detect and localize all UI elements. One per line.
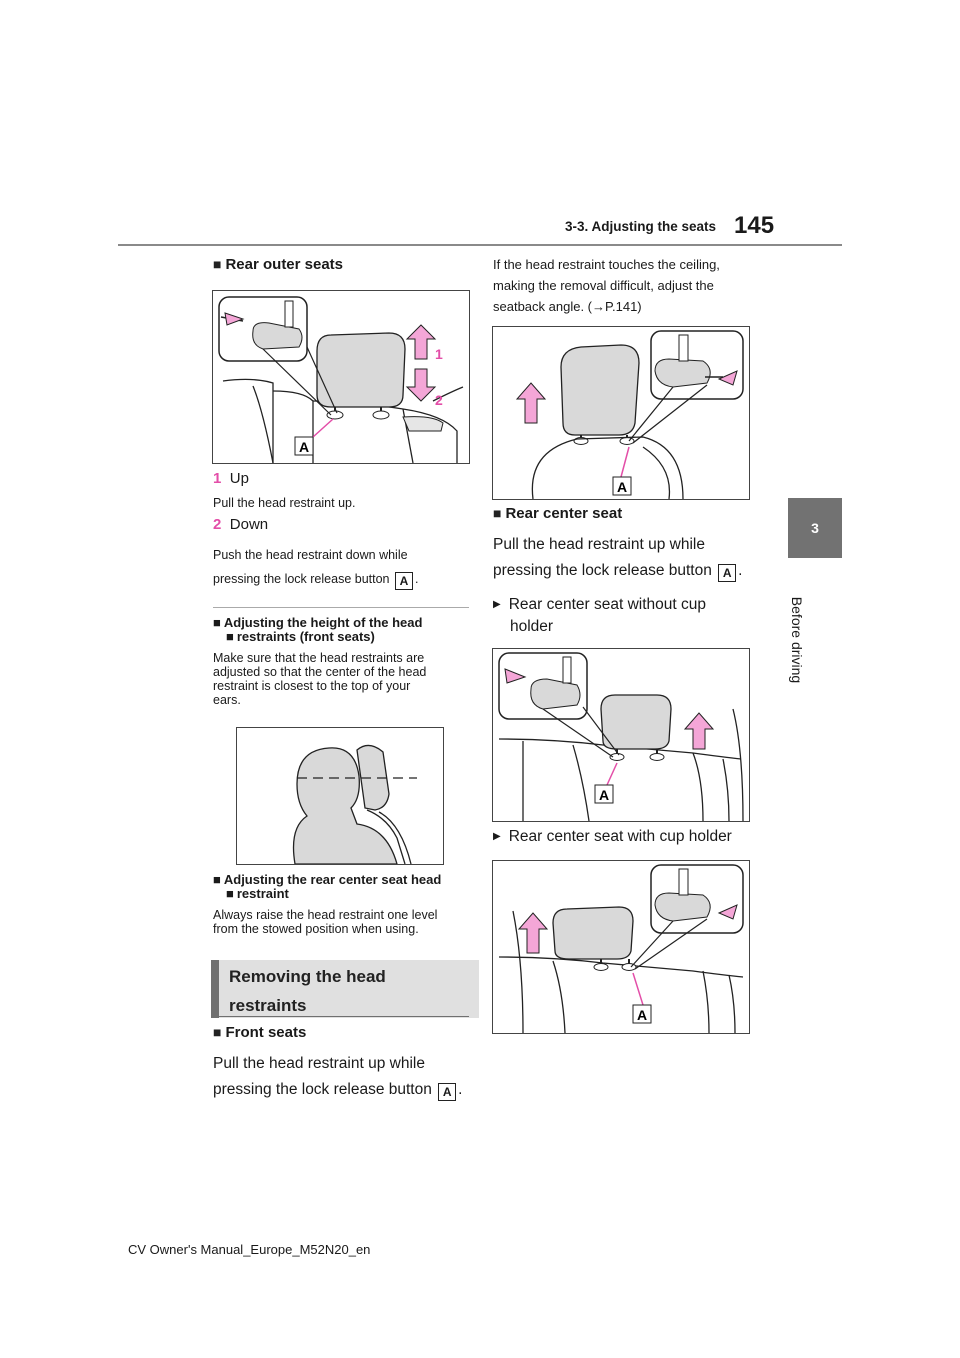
rear-center-heading: ■ Rear center seat — [493, 505, 622, 522]
chapter-label — [772, 560, 822, 720]
front-zoom-inset — [629, 331, 743, 443]
rear-center-desc-line2: pressing the lock release button A . — [493, 562, 743, 580]
fig1-label-1: 1 — [435, 346, 443, 362]
removing-heading-line2: restraints — [229, 996, 307, 1015]
chapter-tab[interactable] — [788, 498, 842, 558]
cup-zoom-inset — [631, 865, 743, 969]
height-heading-line1: ■ Adjusting the height of the head — [213, 615, 422, 630]
step-1-description: Pull the head restraint up. — [213, 496, 356, 510]
ceiling-note-line1: If the head restraint touches the ceiling, — [493, 257, 720, 272]
fig1-label-a: A — [299, 439, 310, 455]
rear-center-adj-heading-line1: ■ Adjusting the rear center seat head — [213, 872, 441, 887]
front-lock-badge: A — [438, 1083, 456, 1101]
without-cup-line2: holder — [510, 618, 554, 635]
height-desc-line4: ears. — [213, 693, 241, 707]
front-desc-line2: pressing the lock release button A . — [213, 1081, 463, 1099]
rear-center-desc-line1: Pull the head restraint up while — [493, 536, 705, 553]
height-desc-line2: adjusted so that the center of the head — [213, 665, 427, 679]
rear-center-adj-desc-line1: Always raise the head restraint one level — [213, 908, 438, 922]
step-2 — [213, 516, 268, 534]
ceiling-note-line3: seatback angle. (→P.141) — [493, 299, 642, 314]
arrow-down-2 — [407, 369, 435, 401]
rear-outer-heading: ■ Rear outer seats — [213, 256, 343, 273]
header-rule — [118, 244, 842, 246]
without-cup-line1: ▶ Rear center seat without cup — [493, 592, 706, 618]
step-2-description-line1: Push the head restraint down while — [213, 548, 408, 562]
rear-center-cup-illustration — [493, 861, 749, 1033]
lock-release-badge: A — [395, 572, 413, 590]
arrow-up-1 — [407, 325, 435, 359]
step-1 — [213, 470, 249, 488]
step-2-number: 2 — [213, 516, 222, 533]
ceiling-note-line2: making the removal difficult, adjust the — [493, 278, 714, 293]
fig5-label-a: A — [637, 1007, 648, 1023]
rear-center-lock-badge: A — [718, 564, 736, 582]
height-desc-line1: Make sure that the head restraints are — [213, 651, 425, 665]
removing-heading-underline — [211, 1016, 469, 1017]
footer-manual-name: CV Owner's Manual_Europe_M52N20_en — [128, 1242, 371, 1257]
step-1-number: 1 — [213, 470, 222, 487]
chapter-number: 3 — [811, 520, 819, 536]
fig1-label-2: 2 — [435, 392, 443, 408]
figure-rear-outer-seats — [212, 290, 470, 464]
rear-outer-illustration — [213, 291, 469, 463]
rear-center-adj-heading-line2: ■ restraint — [226, 886, 289, 901]
figure-rear-center-cup — [492, 860, 750, 1034]
fig4-label-a: A — [599, 787, 610, 803]
front-desc-line1: Pull the head restraint up while — [213, 1055, 425, 1072]
height-desc-line3: restraint is closest to the top of your — [213, 679, 411, 693]
chapter-label-text: Before driving — [789, 596, 805, 684]
fig3-label-a: A — [617, 479, 628, 495]
with-cup-label: ▶ Rear center seat with cup holder — [493, 824, 732, 850]
step-2-label: Down — [229, 516, 269, 533]
front-seats-heading: ■ Front seats — [213, 1024, 306, 1041]
rear-center-no-cup-illustration — [493, 649, 749, 821]
removing-heading-line1: Removing the head — [229, 967, 386, 986]
figure-rear-center-no-cup — [492, 648, 750, 822]
removing-section-heading — [211, 960, 479, 1018]
figure-head-height — [236, 727, 444, 865]
height-heading-line2: ■ restraints (front seats) — [226, 629, 375, 644]
headrest-shape — [317, 333, 405, 419]
rear-center-adj-desc-line2: from the stowed position when using. — [213, 922, 419, 936]
divider-1 — [213, 607, 469, 608]
section-header: 3-3. Adjusting the seats — [565, 219, 717, 234]
figure-front-seat-removal — [492, 326, 750, 500]
front-removal-illustration — [493, 327, 749, 499]
step-2-description-line2: pressing the lock release button A . — [213, 572, 419, 588]
step-1-label: Up — [229, 470, 249, 487]
head-height-illustration — [237, 728, 443, 864]
page-number: 145 — [734, 212, 775, 239]
